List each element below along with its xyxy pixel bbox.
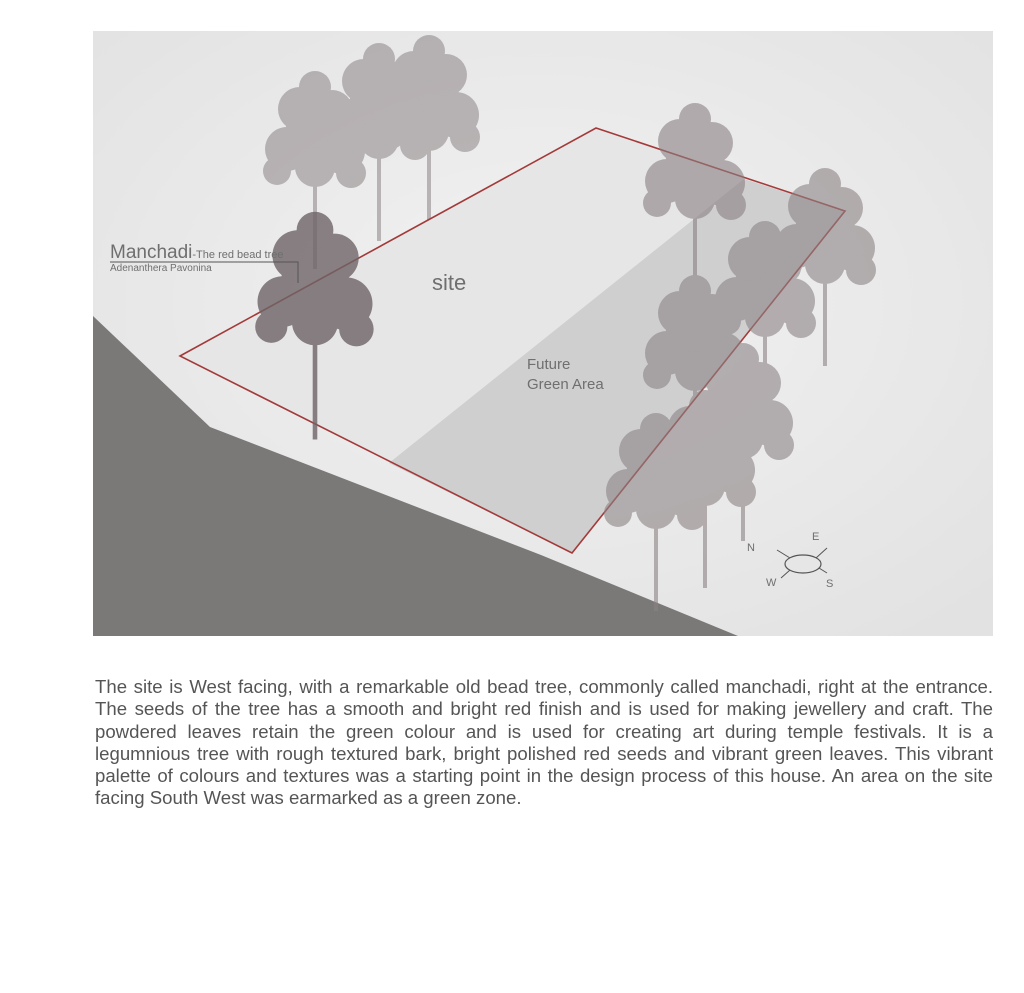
compass-e: E	[812, 531, 820, 543]
tree-name-common: -The red bead tree	[192, 249, 284, 261]
green-area-label-line1: Future	[527, 356, 571, 373]
caption-paragraph: The site is West facing, with a remarkable old bead tree, commonly called manchadi, right at the entrance. The seeds of the tree has a smooth and bright red finish and is used for making jewellery and craft. The powdered leaves retain the green colour and is used for creating art during temple festivals. It is a legumnious tree with rough textured bark, bright polished red seeds and vibrant green leaves. This vibrant palette of colours and textures was a starting point in the design process of this house. An area on the site facing South West was earmarked as a green zone.	[95, 676, 993, 809]
tree-name-main: Manchadi	[110, 242, 193, 263]
tree-botanical: Adenanthera Pavonina	[110, 263, 212, 274]
site-diagram	[93, 31, 993, 636]
compass-n: N	[747, 542, 755, 554]
site-label: site	[432, 270, 467, 295]
compass-w: W	[766, 577, 777, 589]
green-area-label-line2: Green Area	[527, 376, 604, 393]
compass-s: S	[826, 578, 834, 590]
